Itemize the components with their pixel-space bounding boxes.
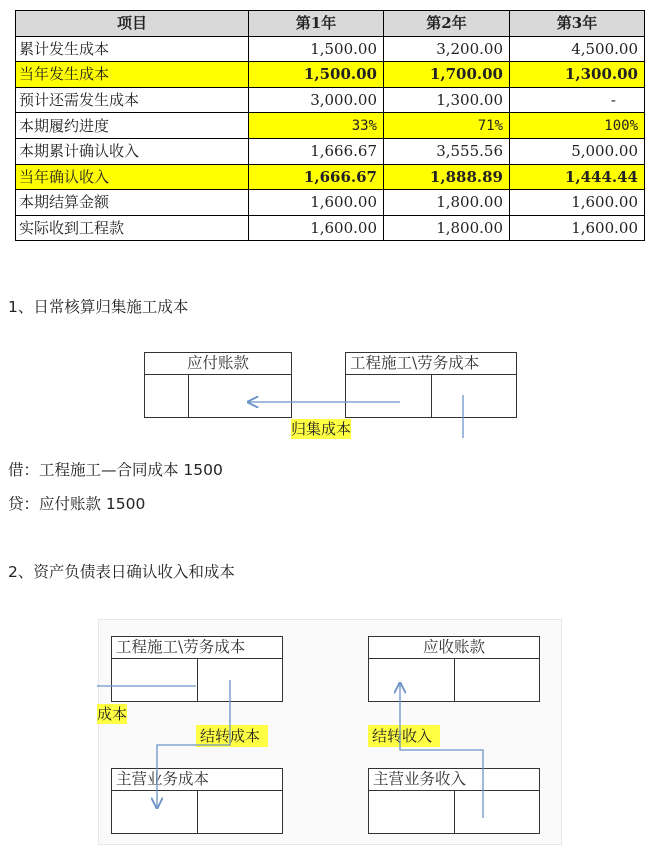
- cell-value: 3,000.00: [249, 87, 384, 113]
- cell-value: 5,000.00: [510, 138, 645, 164]
- cell-value: -: [510, 87, 645, 113]
- cell-value: 4,500.00: [510, 36, 645, 62]
- cell-value: 1,500.00: [249, 62, 384, 88]
- cell-value: 1,600.00: [510, 215, 645, 241]
- section1-heading: 1、日常核算归集施工成本: [8, 298, 189, 316]
- row-label: 实际收到工程款: [16, 215, 249, 241]
- arrow-transfer-cost: [157, 680, 230, 808]
- cell-value: 71%: [384, 113, 510, 139]
- header-year-1: 第1年: [249, 11, 384, 37]
- cell-value: 1,300.00: [384, 87, 510, 113]
- header-year-3: 第3年: [510, 11, 645, 37]
- row-label: 本期结算金额: [16, 190, 249, 216]
- account-title: 主营业务收入: [369, 769, 539, 791]
- label-transfer-revenue: 结转收入: [368, 725, 440, 747]
- header-year-2: 第2年: [384, 11, 510, 37]
- cell-value: 1,666.67: [249, 164, 384, 190]
- cell-value: 1,700.00: [384, 62, 510, 88]
- label-transfer-cost: 结转成本: [196, 725, 268, 747]
- cell-value: 1,600.00: [249, 190, 384, 216]
- row-label: 当年发生成本: [16, 62, 249, 88]
- cell-value: 33%: [249, 113, 384, 139]
- cell-value: 1,666.67: [249, 138, 384, 164]
- cell-value: 1,444.44: [510, 164, 645, 190]
- cell-value: 1,600.00: [510, 190, 645, 216]
- journal-credit: 贷：应付账款 1500: [8, 495, 146, 513]
- account-title: 应收账款: [369, 637, 539, 659]
- cell-value: 1,800.00: [384, 215, 510, 241]
- cell-value: 100%: [510, 113, 645, 139]
- account-title: 应付账款: [145, 353, 291, 375]
- journal-debit: 借：工程施工—合同成本 1500: [8, 461, 223, 479]
- cell-value: 1,300.00: [510, 62, 645, 88]
- row-label: 预计还需发生成本: [16, 87, 249, 113]
- label-cut-cost: 成本: [97, 705, 128, 723]
- account-title: 工程施工\劳务成本: [346, 353, 516, 375]
- account-title: 主营业务成本: [112, 769, 282, 791]
- row-label: 当年确认收入: [16, 164, 249, 190]
- header-item: 项目: [16, 11, 249, 37]
- arrow-transfer-revenue: [400, 683, 483, 818]
- row-label: 本期履约进度: [16, 113, 249, 139]
- row-label: 本期累计确认收入: [16, 138, 249, 164]
- account-title: 工程施工\劳务成本: [112, 637, 282, 659]
- cell-value: 1,600.00: [249, 215, 384, 241]
- row-label: 累计发生成本: [16, 36, 249, 62]
- section2-heading: 2、资产负债表日确认收入和成本: [8, 563, 235, 581]
- cell-value: 1,800.00: [384, 190, 510, 216]
- label-collect-cost: 归集成本: [291, 420, 352, 438]
- cell-value: 3,555.56: [384, 138, 510, 164]
- cell-value: 3,200.00: [384, 36, 510, 62]
- cell-value: 1,500.00: [249, 36, 384, 62]
- cell-value: 1,888.89: [384, 164, 510, 190]
